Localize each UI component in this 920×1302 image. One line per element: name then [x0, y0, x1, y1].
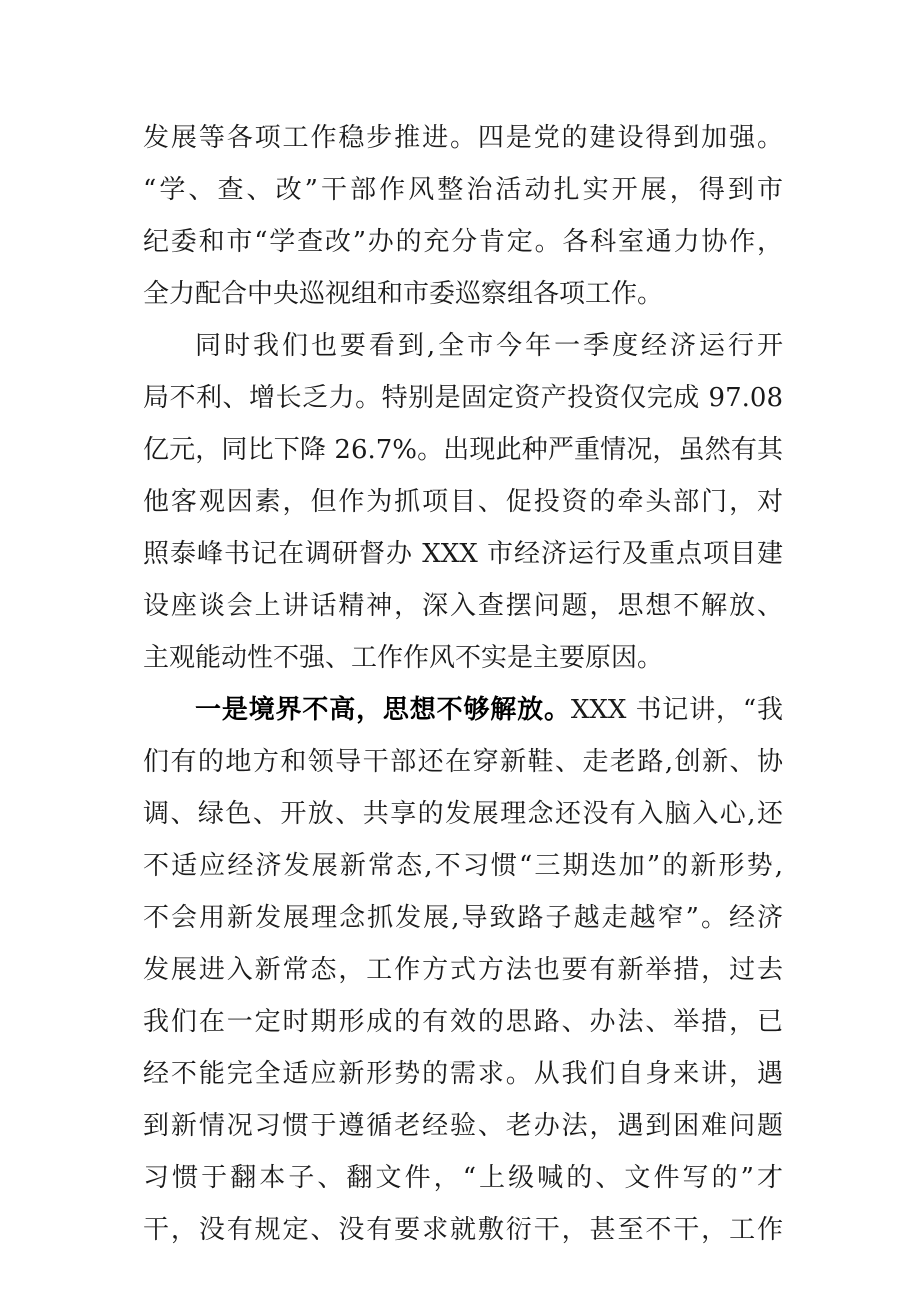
text-line: 习惯于翻本子、翻文件，“上级喊的、文件写的”才	[143, 1163, 783, 1193]
text-line: 经不能完全适应新形势的需求。从我们自身来讲，遇	[143, 1059, 783, 1089]
text-line: 纪委和市“学查改”办的充分肯定。各科室通力协作，	[143, 227, 783, 257]
paragraph-heading: 一是境界不高，思想不够解放。	[195, 695, 571, 725]
text-run: XXX 书记讲，“我	[570, 695, 783, 725]
text-line	[143, 684, 783, 736]
text-line: 调、绿色、开放、共享的发展理念还没有入脑入心,还	[143, 799, 783, 829]
paragraph-3	[143, 684, 783, 1256]
text-line: 全力配合中央巡视组和市委巡察组各项工作。	[143, 279, 664, 309]
text-line: 照泰峰书记在调研督办 XXX 市经济运行及重点项目建	[143, 539, 783, 569]
text-line: 发展进入新常态，工作方式方法也要有新举措，过去	[143, 955, 783, 985]
text-line: 他客观因素，但作为抓项目、促投资的牵头部门，对	[143, 487, 783, 517]
paragraph-1	[143, 112, 783, 320]
text-line: 我们在一定时期形成的有效的思路、办法、举措，已	[143, 1007, 783, 1037]
text-line: “学、查、改”干部作风整治活动扎实开展，得到市	[143, 175, 783, 205]
text-line: 发展等各项工作稳步推进。四是党的建设得到加强。	[143, 123, 783, 153]
paragraph-2	[143, 320, 783, 684]
text-line: 干，没有规定、没有要求就敷衍干，甚至不干，工作	[143, 1215, 783, 1245]
text-line: 不适应经济发展新常态,不习惯“三期迭加”的新形势,	[143, 851, 783, 881]
text-line: 设座谈会上讲话精神，深入查摆问题，思想不解放、	[143, 591, 783, 621]
body-text	[143, 112, 783, 1256]
text-line: 局不利、增长乏力。特别是固定资产投资仅完成 97.08	[143, 383, 783, 413]
text-line: 同时我们也要看到,全市今年一季度经济运行开	[195, 331, 783, 361]
text-line: 不会用新发展理念抓发展,导致路子越走越窄”。经济	[143, 903, 783, 933]
text-line: 到新情况习惯于遵循老经验、老办法，遇到困难问题	[143, 1111, 783, 1141]
text-line: 亿元，同比下降 26.7%。出现此种严重情况，虽然有其	[143, 435, 783, 465]
text-line: 主观能动性不强、工作作风不实是主要原因。	[143, 643, 664, 673]
text-line: 们有的地方和领导干部还在穿新鞋、走老路,创新、协	[143, 747, 783, 777]
